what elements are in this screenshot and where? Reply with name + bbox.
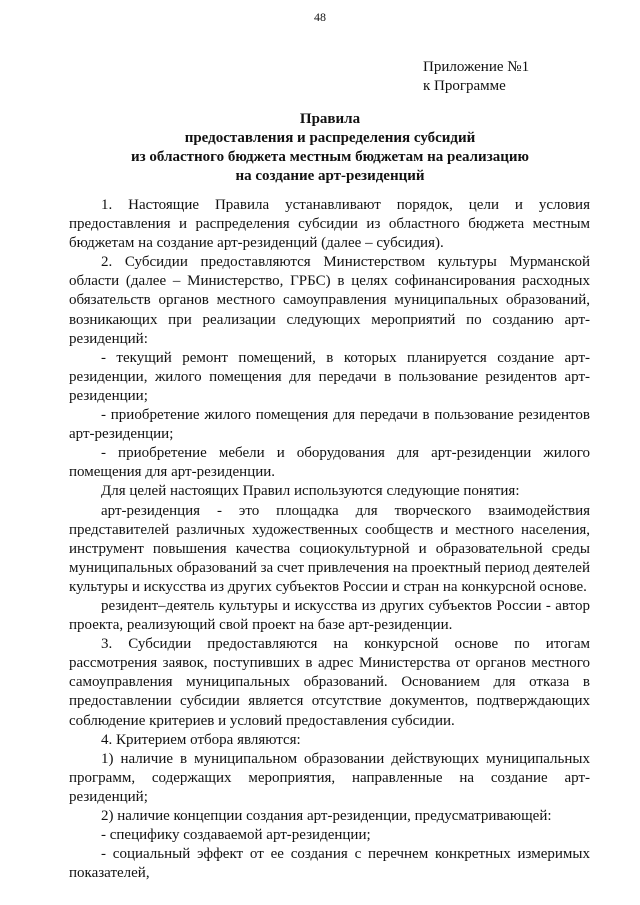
paragraph-5: - приобретение мебели и оборудования для арт-резиденции жилого помещения для арт-резиденции. [69, 445, 590, 481]
appendix-reference [423, 58, 529, 96]
paragraph-14: - социальный эффект от ее создания с перечнем конкретных измеримых показателей, [69, 846, 590, 882]
paragraph-10: 4. Критерием отбора являются: [101, 731, 301, 748]
paragraph-7: арт-резиденция - это площадка для творческого взаимодействия представителей различных художественных сообществ и местного населения, инструмент повышения качества социокультурной и образовательной среды муниципальных образований за счет привлечения на проектный период деятелей культуры и искусства из других субъектов России и стран на конкурсной основе. [69, 502, 590, 595]
document-body [69, 196, 590, 883]
document-title [60, 110, 600, 186]
appendix-line-2: к Программе [423, 78, 506, 94]
paragraph-6: Для целей настоящих Правил используются следующие понятия: [101, 483, 520, 500]
paragraph-12: 2) наличие концепции создания арт-резиденции, предусматривающей: [101, 808, 552, 824]
title-line-4: на создание арт-резиденций [235, 168, 425, 184]
paragraph-13: - специфику создаваемой арт-резиденции; [101, 827, 371, 844]
paragraph-9: 3. Субсидии предоставляются на конкурсной основе по итогам рассмотрения заявок, поступивших в адрес Министерства от органов местного самоуправления муниципальных образований. Основанием для отказа в предоставлении субсидии является отсутствие документов, подтверждающих соблюдение критериев и условий предоставления субсидии. [69, 636, 590, 729]
paragraph-2: 2. Субсидии предоставляются Министерством культуры Мурманской области (далее – Министерство, ГРБС) в целях софинансирования расходных обязательств органов местного самоуправления муниципальных образований, возникающих при реализации следующих мероприятий по созданию арт-резиденций: [69, 254, 590, 347]
appendix-line-1: Приложение №1 [423, 59, 530, 75]
paragraph-4: - приобретение жилого помещения для передачи в пользование резидентов арт-резиденции; [69, 407, 590, 443]
paragraph-11: 1) наличие в муниципальном образовании действующих муниципальных программ, содержащих мероприятия, направленные на создание арт-резиденций; [69, 750, 590, 805]
paragraph-8: резидент–деятель культуры и искусства из других субъектов России - автор проекта, реализующий свой проект на базе арт-резиденции. [69, 597, 590, 634]
title-line-2: предоставления и распределения субсидий [184, 130, 476, 146]
title-line-1: Правила [299, 111, 361, 127]
paragraph-1: 1. Настоящие Правила устанавливают порядок, цели и условия предоставления и распределения субсидии из областного бюджета местным бюджетам на создание арт-резиденций (далее – субсидия). [69, 197, 590, 252]
title-line-3: из областного бюджета местным бюджетам на реализацию [131, 149, 529, 165]
paragraph-3: - текущий ремонт помещений, в которых планируется создание арт-резиденции, жилого помещения для передачи в пользование резидентов арт-резиденции; [69, 349, 590, 404]
page-number: 48 [314, 10, 326, 24]
